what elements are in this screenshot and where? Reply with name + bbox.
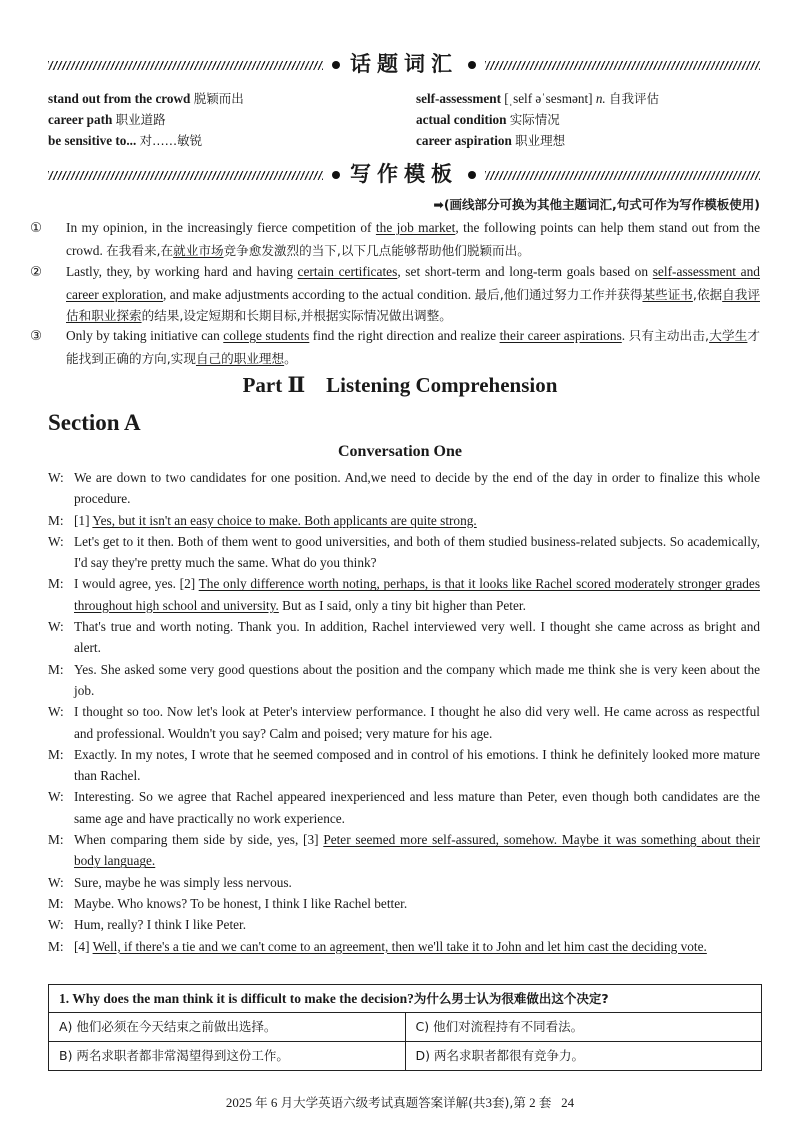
banner-hatch-left (48, 61, 323, 70)
footer-text: 月大学英语六级考试真题答案详解(共 (280, 1095, 486, 1110)
speaker-label: W: (48, 704, 64, 720)
template-zh-underlined: 就业市场 (173, 242, 224, 258)
section-title: Section A (48, 410, 141, 435)
dialog-text: But as I said, only a tiny bit higher than Peter. (278, 597, 526, 613)
template-zh: 在我看来,在 (106, 242, 174, 258)
dialog-answer-underlined: Well, if there's a tie and we can't come to an agreement, then we'll take it to John and let him cast the deciding vote. (92, 938, 707, 954)
speaker-label: W: (48, 917, 64, 933)
dialog-turn (48, 616, 760, 659)
vocab-column-left (48, 88, 398, 151)
template-number: ② (30, 265, 43, 280)
dialog-text: Exactly. In my notes, I wrote that he seemed composed and in control of his emotions. I think he definitely looked more mature than Rachel. (74, 746, 760, 784)
option-d: D) 两名求职者都很有竞争力。 (405, 1042, 762, 1070)
conversation-title: Conversation One (338, 443, 462, 460)
dialog-text: We are down to two candidates for one position. And,we need to decide by the end of the day in order to finalize this whole procedure. (74, 470, 760, 507)
dialog-text: I would agree, yes. [2] (74, 576, 199, 592)
dialog-turn (48, 659, 760, 702)
vocab-term: be sensitive to... (48, 133, 137, 148)
question-text-en: 1. Why does the man think it is difficult to make the decision? (59, 991, 414, 1006)
dialog-turn (48, 936, 760, 957)
dialog-text: I thought so too. Now let's look at Peter's interview performance. I thought he also did very well. He came across as respectful and professional. Wouldn't you say? Calm and poised; very mature for his age. (74, 704, 760, 741)
vocab-term: stand out from the crowd (48, 91, 191, 106)
footer-text: 套),第 (492, 1095, 526, 1110)
vocab-item (48, 109, 398, 130)
speaker-label: M: (48, 832, 64, 848)
footer-month: 6 (270, 1095, 278, 1110)
vocab-term: actual condition (416, 112, 507, 127)
template-sentence-2 (30, 261, 760, 327)
banner-dot-left (332, 171, 340, 179)
option-row (49, 1042, 761, 1070)
template-text: In my opinion, in the increasingly fierce competition of (66, 220, 376, 235)
page-footer (0, 1093, 800, 1111)
dialog-turn (48, 914, 760, 935)
template-number: ① (30, 221, 43, 236)
dialog-text: That's true and worth noting. Thank you. In addition, Rachel interviewed very well. I thought she came across as bright and alert. (74, 619, 760, 656)
banner-hatch-left (48, 171, 323, 180)
conversation-transcript (48, 467, 760, 957)
template-zh-underlined: 大学生 (709, 328, 748, 343)
option-c: C) 他们对流程持有不同看法。 (405, 1013, 762, 1041)
template-zh: ,依据 (692, 286, 723, 302)
template-number: ③ (30, 329, 43, 344)
option-a: A) 他们必须在今天结束之前做出选择。 (59, 1019, 277, 1034)
dialog-turn (48, 786, 760, 829)
vocab-translation: 职业道路 (115, 112, 166, 127)
template-text: , the following points can help them stand out from the crowd. (66, 220, 761, 258)
dialog-turn (48, 510, 760, 531)
vocab-pos: n. (595, 91, 606, 106)
vocab-item (416, 130, 760, 151)
footer-text: 套 (538, 1095, 552, 1110)
dialog-text: Maybe. Who knows? To be honest, I think I like Rachel better. (74, 895, 408, 911)
vocab-item (416, 88, 760, 109)
template-underlined-phrase: college students (223, 328, 310, 343)
template-text: find the right direction and realize (309, 328, 500, 343)
template-underlined-phrase: their career aspirations (499, 328, 622, 343)
template-sentence-3 (30, 325, 760, 369)
banner-title: 写作模板 (350, 162, 458, 186)
dialog-turn (48, 467, 760, 510)
template-zh-underlined: 某些证书 (642, 286, 693, 302)
speaker-label: M: (48, 512, 64, 528)
vocab-term: career path (48, 112, 113, 127)
template-text: Only by taking initiative can (66, 328, 224, 343)
vocab-item (416, 109, 760, 130)
vocab-item (48, 88, 398, 109)
dialog-text: Yes. She asked some very good questions about the position and the company which made me think she is very keen about the job. (74, 661, 760, 698)
banner-hatch-right (485, 171, 760, 180)
question-stem (49, 985, 761, 1013)
dialog-answer-underlined: Peter seemed more self-assured, somehow. Maybe it was something about their body language. (74, 832, 760, 869)
vocab-translation: 脱颖而出 (193, 91, 244, 106)
template-zh: 最后,他们通过努力工作并获得 (474, 286, 643, 302)
option-b: B) 两名求职者都非常渴望得到这份工作。 (59, 1048, 289, 1063)
banner-title: 话题词汇 (350, 52, 458, 76)
question-text-zh: 为什么男士认为很难做出这个决定? (413, 991, 609, 1006)
speaker-label: M: (48, 938, 64, 954)
speaker-label: M: (48, 576, 64, 592)
vocab-translation: 对……敏锐 (139, 133, 203, 148)
template-underlined-phrase: self-assessment and career exploration (66, 264, 760, 302)
footer-set-number: 2 (529, 1095, 536, 1110)
dialog-turn (48, 744, 760, 787)
speaker-label: W: (48, 789, 64, 805)
vocab-translation: 职业理想 (515, 133, 566, 148)
banner-dot-right (468, 171, 476, 179)
template-sentence-1 (30, 217, 761, 261)
speaker-label: M: (48, 895, 64, 911)
topic-vocab-banner (48, 48, 760, 82)
template-tip: ➡(画线部分可换为其他主题词汇,句式可作为写作模板使用) (433, 197, 760, 212)
speaker-label: M: (48, 746, 64, 762)
template-zh: 。 (284, 350, 297, 366)
dialog-turn (48, 531, 760, 574)
vocab-translation: 自我评估 (609, 91, 660, 106)
dialog-text: Sure, maybe he was simply less nervous. (74, 874, 292, 890)
dialog-text: Interesting. So we agree that Rachel appeared inexperienced and less mature than Peter, even though both candidates are the same age and have practically no work experience. (74, 789, 760, 826)
template-zh: 的结果,设定短期和长期目标,并根据实际情况做出调整。 (141, 308, 452, 323)
speaker-label: M: (48, 661, 64, 677)
template-underlined-phrase: the job market (375, 220, 456, 235)
vocab-item (48, 130, 398, 151)
template-zh-underlined: 自我评估和职业探索 (66, 286, 760, 323)
speaker-label: W: (48, 874, 64, 890)
question-box (48, 984, 762, 1071)
vocab-translation: 实际情况 (509, 112, 560, 127)
template-underlined-phrase: certain certificates (297, 264, 398, 279)
vocab-term: career aspiration (416, 133, 512, 148)
dialog-text: [4] (74, 938, 93, 954)
template-zh: 才能找到正确的方向,实现 (66, 328, 760, 366)
speaker-label: W: (48, 470, 64, 485)
dialog-turn (48, 893, 760, 914)
writing-template-banner (48, 158, 760, 192)
vocab-term: self-assessment (416, 91, 501, 106)
banner-hatch-right (485, 61, 760, 70)
option-row (49, 1013, 761, 1042)
template-zh-underlined: 自己的职业理想 (195, 350, 285, 366)
vocab-phonetic: [ˌself əˈsesmənt] (504, 91, 593, 106)
banner-dot-left (332, 61, 340, 69)
dialog-text: Let's get to it then. Both of them went to good universities, and both of them studied business-related subjects. So academically, I'd say they're pretty much the same. What do you think? (74, 533, 760, 571)
speaker-label: W: (48, 619, 64, 635)
template-text: Lastly, they, by working hard and having (66, 264, 298, 279)
dialog-turn (48, 872, 760, 893)
footer-text: 年 (255, 1095, 268, 1110)
template-zh: 只有主动出击, (628, 328, 710, 343)
page-number: 24 (561, 1095, 575, 1110)
dialog-answer-underlined: Yes, but it isn't an easy choice to make. Both applicants are quite strong. (92, 512, 477, 528)
dialog-text: Hum, really? I think I like Peter. (74, 917, 247, 933)
banner-dot-right (468, 61, 476, 69)
dialog-text: [1] (74, 512, 93, 528)
dialog-turn (48, 829, 760, 872)
part-title: Part Ⅱ Listening Comprehension (242, 373, 558, 397)
dialog-answer-underlined: The only difference worth noting, perhaps, is that it looks like Rachel scored moderately stronger grades throughout high school and university. (74, 576, 760, 613)
template-text: . (621, 328, 629, 343)
speaker-label: W: (48, 533, 64, 549)
template-zh: 竞争愈发激烈的当下,以下几点能够帮助他们脱颖而出。 (223, 242, 530, 258)
vocab-column-right (416, 88, 760, 151)
footer-year: 2025 (225, 1095, 252, 1110)
template-text: , set short-term and long-term goals based on (397, 264, 653, 279)
dialog-turn (48, 573, 760, 616)
template-text: , and make adjustments according to the actual condition. (163, 286, 475, 302)
dialog-text: When comparing them side by side, yes, [3] (74, 832, 324, 848)
footer-sets: 3 (485, 1095, 493, 1110)
dialog-turn (48, 701, 760, 744)
